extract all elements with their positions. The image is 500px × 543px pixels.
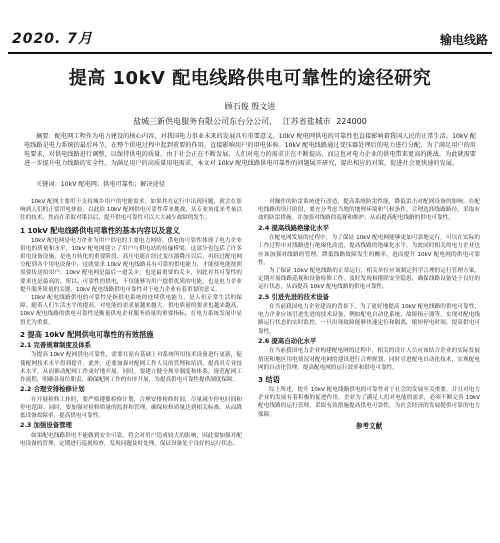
body-paragraph: 在当前我国电力企业建设的背景下，为了更好地提高 10kV 配电线路的供电可靠性，电力企业应该引进先进的技术设备，例如配电自动化系统、故障指示器等，实现对配电线路运行状态的实时监控，一旦出现故障能够快速定位和隔离，缩短停电时间，提高供电可靠性。	[258, 304, 480, 335]
body-paragraph: 10kV 配网主要用于支持城乡用户的电能需求。如果其在运行中出现问题，就会在影响到人们的正常用电体验，以此给 10kV 配网供电可靠性带来挑战，从专业角度来考量以往的技术，然而在采取对策以后，提升供电可靠性可以大大减少故障的发生。	[20, 199, 242, 222]
body-paragraph: 在配电网发展的过程中，为了保证 10kV 配电网能够更加可靠地运行，可以在实际的工作过程中对线路进行绝缘化改造，提高线路的绝缘化水平，为此同时相关的电力企业也应该加强对线路的管理，降低线路故障发生的概率，进而提升 10kV 配电网的供电可靠性。	[258, 235, 480, 266]
paper-keywords: 关键词：10kV 配电网；供电可靠性；解决途径	[36, 181, 166, 188]
section-heading: 2.6 提高自动化水平	[258, 336, 317, 345]
body-paragraph: 10kV 配电线路供电的可靠性是指供电系统的连续供电能力，是人们正常生活的保障。随着人们生活水平的提高，对电能的需求量越来越大，供电质量的要求也越来越高，10kV 配电线路的供电可靠性是衡量供电企业服务质量的重要指标，在电力系统发展中显得尤为重要。	[20, 295, 242, 326]
body-paragraph: 在开展检修工作时，要严格遵循检修计划，合理安排检修时间，尽量减少停电时间和停电范围。同时，要加强对检修质量的监督和管理，确保检修质量达到相关标准，从而降低设备故障率，提高供电可靠性。	[20, 396, 242, 420]
body-paragraph: 如果配电线路供电不能做到安全可靠，将会对用户造成较大的影响，因此要加强对配电设备的管理，定期进行巡视检查，发现问题及时处理，保证设备处于良好的运行状态。	[20, 432, 242, 447]
body-paragraph: 为了保证 10kV 配电线路的正常运行，相关单位应该制定科学合理的运行管理方案，定期开展线路巡视和设备检修工作，及时发现和排除安全隐患，确保线路设备处于良好的运行状态，从而提高 10kV 配电线路的供电可靠性。	[258, 267, 480, 291]
body-paragraph: 为提高 10kV 配网供电可靠性，需要在原有基础上对系统所用技术设备进行更新，促使配网技术水平得到提升。此外，还要加强对配网工作人员的管理和培训，提高其专业技术水平，从而推动配网工作更好地开展。同时，要建立健全规章制度和体系，规范配网工作流程，明确各岗位职责，确保配网工作的有序开展，为提高供电可靠性提供制度保障。	[20, 352, 242, 383]
paper-authors: 顾石俊 殷文进	[224, 102, 276, 111]
references-heading: 参考文献	[355, 421, 383, 430]
issue-date: 2020. 7月	[12, 31, 93, 47]
section-heading: 2 提高 10kV 配网供电可靠性的有效措施	[20, 329, 154, 339]
header-rule	[8, 52, 492, 54]
section-heading: 2.5 引进先进的技术设备	[258, 292, 330, 301]
body-paragraph: 在当前我国电力企业构建配电网的过程中，相关的设计人员应该结合企业的实际发展情况和地区用电情况对配电网的建设进行合理规划，同时引进配电自动化技术，实现配电网的自动化管理，提高配电网的运行效率和供电可靠性。	[258, 348, 480, 371]
paper-abstract: 摘要：配电网工程作为电力建设的核心内容，对我国电力事业未来的发展具有重要意义。10kV 配电网供电的可靠性也直接影响着我国人民的正常生活。10kV 配电线路是电力系统的最后环节，在整个供电过程中起到重要的作用，直接影响用户的用电体验。10kV 配电线路通过变压器处理后的电力进行分配，为了满足用户的用电要求，对供电线路进行调整，以保持供电的质量。由于社会正在不断发展，人们对电力的需求正在不断提高，而这也对电力企业的供电带来更高的挑战，为此就需要进一步提升电力线路的安全性。为满足用户的高质量用电需求，本文对 10kV 配电线路供电可靠性的问题展开研究，提出相应的对策，促进社会更快速的发展。	[24, 133, 476, 167]
section-heading: 2.2 合理安排检修计划	[20, 385, 85, 394]
section-heading: 2.3 加强设备管理	[20, 421, 72, 430]
paper-title: 提高 10kV 配电线路供电可靠性的途径研究	[68, 68, 432, 89]
section-heading: 2.4 提高线路绝缘化水平	[258, 223, 330, 232]
journal-header	[0, 0, 500, 60]
body-column-left	[20, 198, 242, 543]
section-heading: 1 10kV 配电线路供电可靠性的基本内容以及意义	[20, 225, 180, 235]
body-paragraph: 综上所述，提升 10kV 配电线路供电的可靠性对于社会的发展至关重要，并且对电力企业的发展有着积极的促进作用。企业为了满足人们对电能的需求，必须不断完善 10kV 配电线路的运行管理，采取有效措施提高供电可靠性，为社会经济的发展提供可靠的电力保障。	[258, 386, 480, 418]
section-heading: 2.1 完善规章制度及体系	[20, 340, 92, 349]
body-paragraph: 对操作的防雷系统进行改造，提高系统防雷性能，降低雷击对配网设备的影响。在配电线路的设计阶段，要充分考虑当地的地理环境和气候条件，合理选择线路路径，采取有效的防雷措施，并加强对线路的巡视和维护，从而提高配电线路的供电可靠性。	[258, 199, 480, 222]
section-heading: 3 结语	[258, 374, 280, 384]
body-column-right	[258, 198, 480, 543]
body-paragraph: 10kV 配电网是电力企业为用户供电的主要电力网络。供电的可靠性体现了电力企业供电的质量和水平，10kV 配电网建立了用户与供电站的传输桥梁，这部分也包括了许多供电设备设施，是电力转化的重要阶段。高压电能在经过变压器降压以后，再经过配电网分配到各个用电设备中，这就要求 10kV 配电线路具有可靠的供电能力，才能使电能按照需要传送给用户。10kV 配电网是最后一道关卡，也是最重要的关卡，因此对其可靠性的要求也是最高的。所以，可靠性的供电，不仅能够为用户提供优质的电能，也是电力企业提升服务质量的关键，10kV 配电线路供电可靠性对于电力企业有着重要的意义。	[20, 237, 242, 293]
column-name: 输电线路	[439, 33, 488, 47]
paper-affiliation: 盐城三新供电服务有限公司东台分公司， 江苏省盐城市 224000	[133, 117, 367, 126]
